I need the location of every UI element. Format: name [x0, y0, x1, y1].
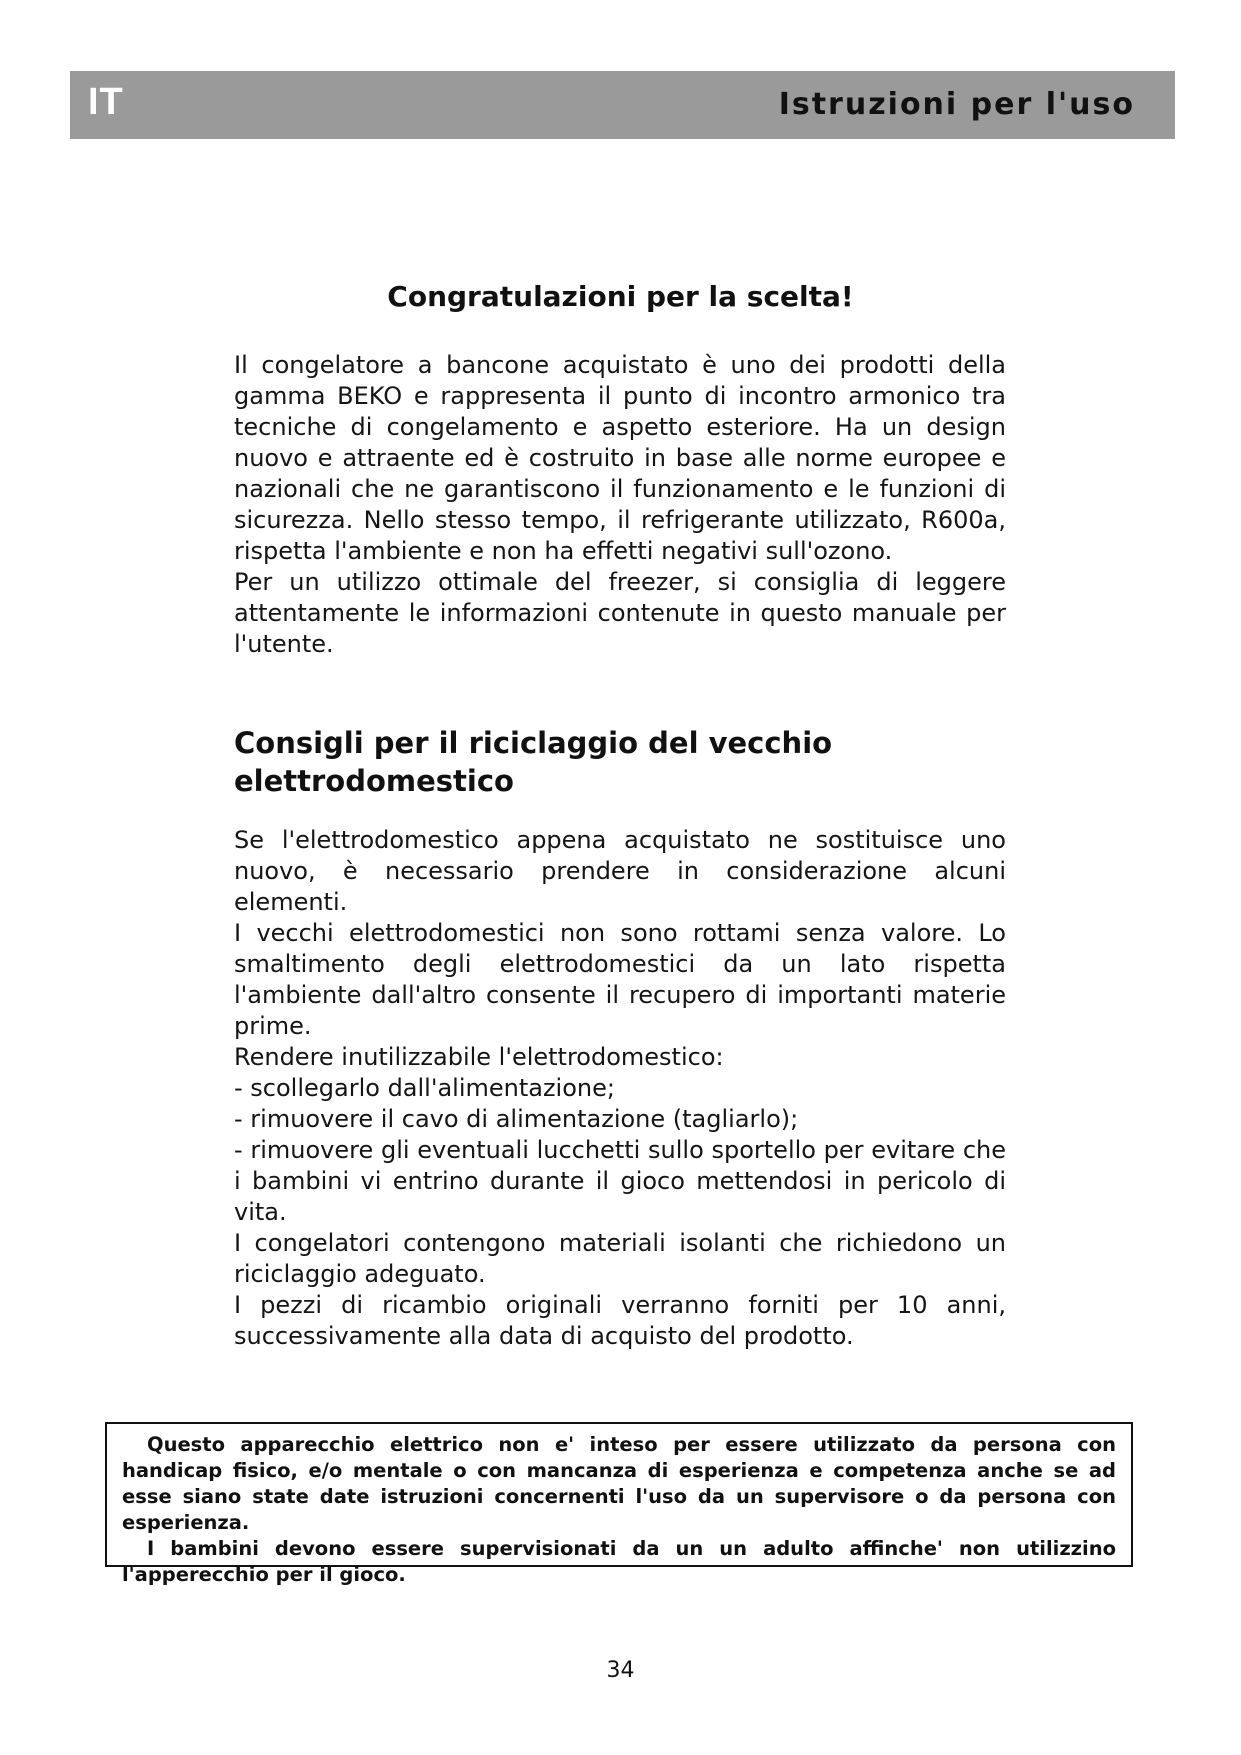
recycling-heading — [234, 724, 1034, 800]
recycling-paragraph: I pezzi di ricambio originali verranno forniti per 10 anni, successivamente alla data di acquisto del prodotto. — [234, 1291, 1006, 1350]
intro-text — [234, 350, 1006, 660]
page-number: 34 — [606, 1658, 635, 1683]
recycling-heading-line: Consigli per il riciclaggio del vecchio — [234, 726, 833, 760]
intro-paragraph: Il congelatore a bancone acquistato è uno dei prodotti della gamma BEKO e rappresenta il punto di incontro armonico tra tecniche di congelamento e aspetto esteriore. Ha un design nuovo e attraente ed è costruito in base alle norme europee e nazionali che ne garantiscono il funzionamento e le funzioni di sicurezza. Nello stesso tempo, il refrigerante utilizzato, R600a, rispetta l'ambiente e non ha effetti negativi sull'ozono. — [234, 351, 1006, 565]
recycling-paragraph: I vecchi elettrodomestici non sono rottami senza valore. Lo smaltimento degli elettrodomestici da un lato rispetta l'ambiente dall'altro consente il recupero di importanti materie prime. — [234, 919, 1006, 1040]
recycling-heading-line: elettrodomestico — [234, 764, 514, 798]
language-code: IT — [88, 81, 124, 123]
recycling-paragraph: I congelatori contengono materiali isolanti che richiedono un riciclaggio adeguato. — [234, 1229, 1006, 1288]
warning-paragraph: Questo apparecchio elettrico non e' inteso per essere utilizzato da persona con handicap fisico, e/o mentale o con mancanza di esperienza e competenza anche se ad esse siano state date istruzioni concernenti l'uso da un supervisore o da persona con esperienza. — [122, 1433, 1116, 1534]
intro-heading: Congratulazioni per la scelta! — [387, 280, 854, 313]
recycling-list-item: - rimuovere gli eventuali lucchetti sullo sportello per evitare che i bambini vi entrino durante il gioco mettendosi in pericolo di vita. — [234, 1136, 1006, 1226]
intro-paragraph: Per un utilizzo ottimale del freezer, si consiglia di leggere attentamente le informazioni contenute in questo manuale per l'utente. — [234, 568, 1006, 658]
recycling-list-item: - scollegarlo dall'alimentazione; — [234, 1074, 615, 1102]
recycling-list-item: - rimuovere il cavo di alimentazione (tagliarlo); — [234, 1105, 799, 1133]
header-bar — [70, 71, 1175, 139]
warning-paragraph: I bambini devono essere supervisionati da un un adulto affinche' non utilizzino l'apperecchio per il gioco. — [122, 1537, 1116, 1586]
recycling-paragraph: Rendere inutilizzabile l'elettrodomestico: — [234, 1043, 724, 1071]
recycling-paragraph: Se l'elettrodomestico appena acquistato ne sostituisce uno nuovo, è necessario prendere in considerazione alcuni elementi. — [234, 826, 1006, 916]
document-title: Istruzioni per l'uso — [778, 87, 1135, 122]
safety-warning-box — [105, 1422, 1133, 1586]
recycling-text — [234, 825, 1006, 1352]
